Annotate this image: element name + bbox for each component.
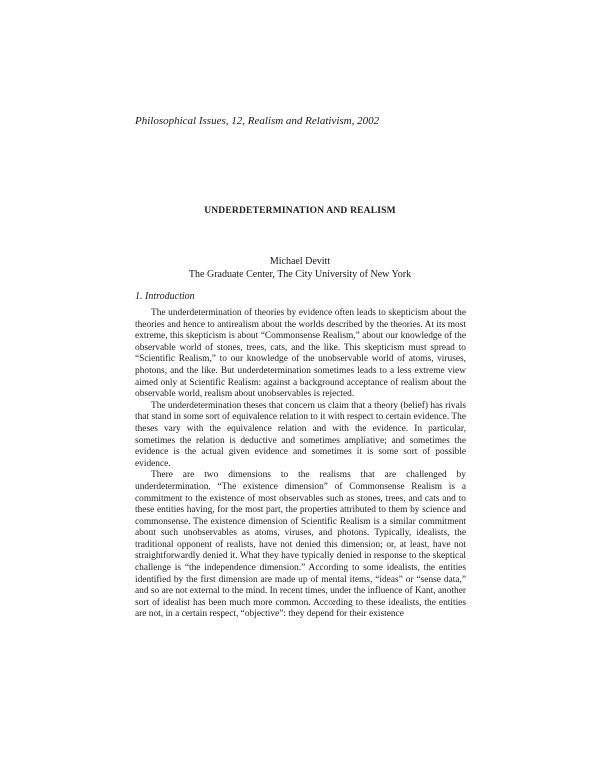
article-body	[135, 308, 466, 621]
author-affiliation: The Graduate Center, The City University of New York	[188, 269, 412, 280]
author-name: Michael Devitt	[269, 256, 331, 267]
paragraph-1: The underdetermination of theories by evidence often leads to skepticism about the theories and hence to antirealism about the worlds described by the theories. At its most extreme, this skepticism is about “Commonsense Realism,” about our knowledge of the observable world of stones, trees, cats, and the like. This skepticism must spread to “Scientific Realism,” to our knowledge of the unobservable world of atoms, viruses, photons, and the like. But underdetermination sometimes leads to a less extreme view aimed only at Scientific Realism: against a background acceptance of realism about the observable world, realism about unobservables is rejected.	[135, 308, 466, 400]
journal-citation: Philosophical Issues, 12, Realism and Relativism, 2002	[135, 115, 380, 127]
article-title: UNDERDETERMINATION AND REALISM	[204, 206, 396, 216]
paragraph-3: There are two dimensions to the realisms that are challenged by underdetermination. “The existence dimension” of Commonsense Realism is a commitment to the existence of most observables such as stones, trees, and cats and to these entities having, for the most part, the properties attributed to them by science and commonsense. The existence dimension of Scientific Realism is a similar commitment about such unobservables as atoms, viruses, and photons. Typically, idealists, the traditional opponent of realists, have not denied this dimension; or, at least, have not straightforwardly denied it. What they have typically denied in response to the skeptical challenge is “the independence dimension.” According to some idealists, the entities identified by the first dimension are made up of mental items, “ideas” or “sense data,” and so are not external to the mind. In recent times, under the influence of Kant, another sort of idealist has been much more common. According to these idealists, the entities are not, in a certain respect, “objective”: they depend for their existence	[135, 470, 466, 620]
paragraph-2: The underdetermination theses that concern us claim that a theory (belief) has rivals that stand in some sort of equivalence relation to it with respect to certain evidence. The theses vary with the equivalence relation and with the evidence. In particular, sometimes the relation is deductive and sometimes ampliative; and sometimes the evidence is the actual given evidence and sometimes it is some sort of possible evidence.	[135, 400, 466, 469]
section-heading: 1. Introduction	[135, 291, 195, 302]
